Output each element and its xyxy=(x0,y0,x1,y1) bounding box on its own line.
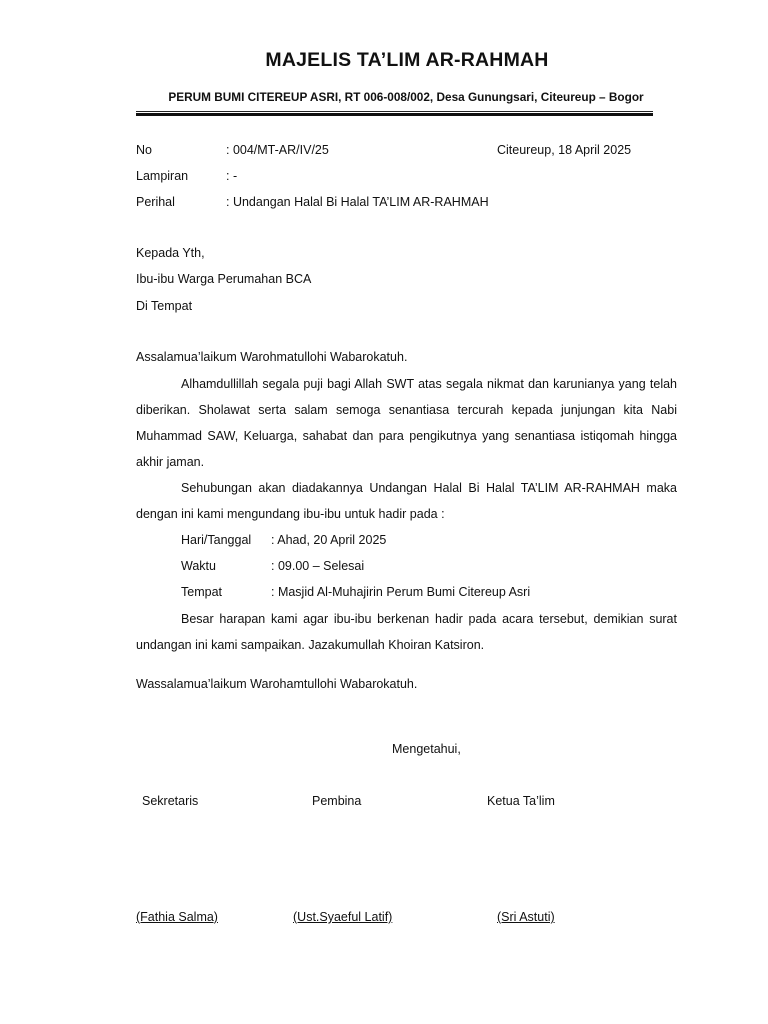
organization-title: MAJELIS TA’LIM AR-RAHMAH xyxy=(265,49,549,71)
event-place-label: Tempat xyxy=(181,585,222,599)
signature-name-secretary: (Fathia Salma) xyxy=(136,910,218,924)
body-paragraph-3 xyxy=(136,606,677,658)
acknowledged-label: Mengetahui, xyxy=(392,742,461,756)
letter-number-value: : 004/MT-AR/IV/25 xyxy=(226,143,329,157)
event-date-label: Hari/Tanggal xyxy=(181,533,252,547)
event-date-value: : Ahad, 20 April 2025 xyxy=(271,533,387,547)
closing-greeting: Wassalamua’laikum Warohamtullohi Wabarokatuh. xyxy=(136,677,418,691)
body-paragraph-2 xyxy=(136,475,677,527)
body-paragraph-1 xyxy=(136,371,677,475)
attachment-label: Lampiran xyxy=(136,169,189,183)
signature-name-advisor: (Ust.Syaeful Latif) xyxy=(293,910,393,924)
recipient-name: Ibu-ibu Warga Perumahan BCA xyxy=(136,272,312,286)
subject-label: Perihal xyxy=(136,195,175,209)
body-paragraph-2-text: Sehubungan akan diadakannya Undangan Halal Bi Halal TA’LIM AR-RAHMAH maka dengan ini kami mengundang ibu-ibu untuk hadir pada : xyxy=(136,481,677,521)
recipient-salutation: Kepada Yth, xyxy=(136,246,205,260)
event-place-value: : Masjid Al-Muhajirin Perum Bumi Citereup Asri xyxy=(271,585,531,599)
organization-address: PERUM BUMI CITEREUP ASRI, RT 006-008/002, Desa Gunungsari, Citeureup – Bogor xyxy=(168,90,644,104)
body-paragraph-1-text: Alhamdullillah segala puji bagi Allah SWT atas segala nikmat dan karunianya yang telah diberikan. Sholawat serta salam semoga senantiasa tercurah kepada junjungan kita Nabi Muhammad SAW, Keluarga, sahabat dan para pengikutnya yang senantiasa istiqomah hingga akhir jaman. xyxy=(136,377,677,469)
signature-role-advisor: Pembina xyxy=(312,794,362,808)
opening-greeting: Assalamua’laikum Warohmatullohi Wabarokatuh. xyxy=(136,350,408,364)
event-time-value: : 09.00 – Selesai xyxy=(271,559,365,573)
letterhead-divider-thin xyxy=(136,111,653,112)
signature-role-secretary: Sekretaris xyxy=(142,794,199,808)
subject-value: : Undangan Halal Bi Halal TA’LIM AR-RAHMAH xyxy=(226,195,489,209)
body-paragraph-3-text: Besar harapan kami agar ibu-ibu berkenan hadir pada acara tersebut, demikian surat undangan ini kami sampaikan. Jazakumullah Khoiran Katsiron. xyxy=(136,612,677,652)
signature-role-chairwoman: Ketua Ta’lim xyxy=(487,794,555,808)
attachment-value: : - xyxy=(226,169,238,183)
letter-place-date: Citeureup, 18 April 2025 xyxy=(497,143,632,157)
letter-number-label: No xyxy=(136,143,152,157)
letterhead-divider-thick xyxy=(136,113,653,116)
event-time-label: Waktu xyxy=(181,559,216,573)
signature-name-chairwoman: (Sri Astuti) xyxy=(497,910,555,924)
recipient-location: Di Tempat xyxy=(136,299,193,313)
